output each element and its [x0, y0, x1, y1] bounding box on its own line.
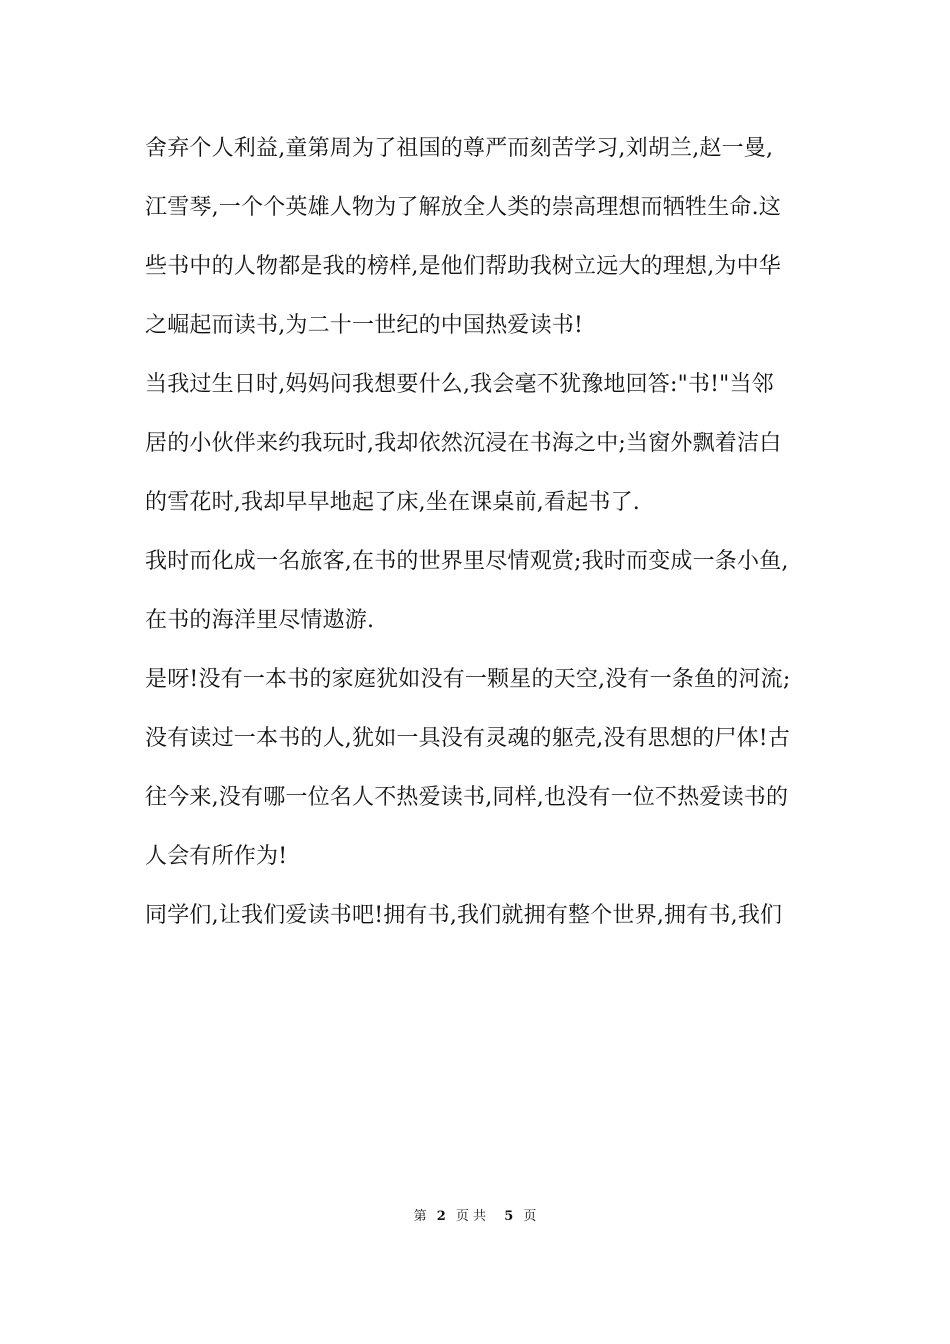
text-line: 居的小伙伴来约我玩时,我却依然沉浸在书海之中;当窗外飘着洁白 — [145, 431, 782, 456]
total-page-count: 5 — [504, 1209, 514, 1224]
footer-middle: 页 共 — [455, 1209, 487, 1224]
page-footer — [0, 1207, 950, 1227]
text-line: 舍弃个人利益,童第周为了祖国的尊严而刻苦学习,刘胡兰,赵一曼, — [145, 136, 774, 161]
footer-suffix: 页 — [523, 1209, 537, 1224]
body-text — [145, 129, 815, 955]
text-line: 是呀!没有一本书的家庭犹如没有一颗星的天空,没有一条鱼的河流; — [145, 667, 791, 692]
text-line: 同学们,让我们爱读书吧!拥有书,我们就拥有整个世界,拥有书,我们 — [145, 903, 783, 928]
text-line: 江雪琴,一个个英雄人物为了解放全人类的崇高理想而牺牲生命.这 — [145, 195, 781, 220]
text-line: 人会有所作为! — [145, 844, 288, 869]
current-page-number: 2 — [436, 1209, 446, 1224]
text-line: 之崛起而读书,为二十一世纪的中国热爱读书! — [145, 313, 584, 338]
text-line: 的雪花时,我却早早地起了床,坐在课桌前,看起书了. — [145, 490, 640, 515]
text-line: 我时而化成一名旅客,在书的世界里尽情观赏;我时而变成一条小鱼, — [145, 549, 789, 574]
text-line: 没有读过一本书的人,犹如一具没有灵魂的躯壳,没有思想的尸体!古 — [145, 726, 791, 751]
text-line: 往今来,没有哪一位名人不热爱读书,同样,也没有一位不热爱读书的 — [145, 785, 789, 810]
text-line: 当我过生日时,妈妈问我想要什么,我会毫不犹豫地回答:"书!"当邻 — [145, 372, 774, 397]
footer-prefix: 第 — [413, 1209, 427, 1224]
text-line: 些书中的人物都是我的榜样,是他们帮助我树立远大的理想,为中华 — [145, 254, 781, 279]
text-line: 在书的海洋里尽情遨游. — [145, 608, 375, 633]
